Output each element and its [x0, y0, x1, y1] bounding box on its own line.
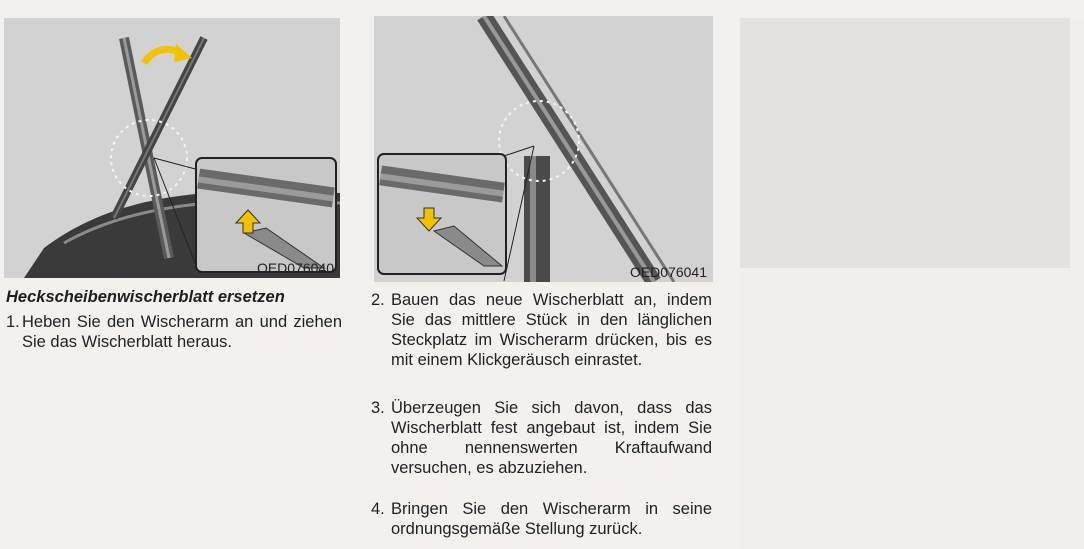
step-number: 2.	[371, 291, 385, 309]
step-number: 3.	[371, 399, 385, 417]
step-2	[371, 290, 712, 370]
step-1	[6, 312, 342, 352]
step-number: 1.	[6, 313, 20, 331]
step-3	[371, 398, 712, 478]
step-text: Heben Sie den Wischerarm an und ziehen Sie das Wischerblatt heraus.	[22, 313, 342, 351]
wiper-arm-lift-illustration	[4, 18, 340, 278]
figure-2	[374, 16, 713, 282]
section-title: Heckscheibenwischerblatt ersetzen	[6, 288, 285, 306]
step-number: 4.	[371, 500, 385, 518]
faded-adjacent-page	[740, 18, 1084, 549]
step-text: Bauen das neue Wischerblatt an, indem Sie das mittlere Stück in den länglichen Steckplatz im Wischerarm drücken, bis es mit einem Klickgeräusch einrastet.	[391, 291, 712, 369]
figure-1	[4, 18, 340, 278]
step-text: Überzeugen Sie sich davon, dass das Wischerblatt fest angebaut ist, indem Sie ohne nennenswerten Kraftaufwand versuchen, es abzuziehen.	[391, 399, 712, 477]
figure-code: OED076041	[629, 264, 707, 280]
faded-photo	[740, 18, 1070, 268]
wiper-blade-insert-illustration	[374, 16, 713, 282]
step-4	[371, 499, 712, 539]
figure-code: OED076040	[256, 260, 334, 276]
bleed-through-bottom-left	[0, 360, 340, 549]
step-text: Bringen Sie den Wischerarm in seine ordnungsgemäße Stellung zurück.	[391, 500, 712, 538]
